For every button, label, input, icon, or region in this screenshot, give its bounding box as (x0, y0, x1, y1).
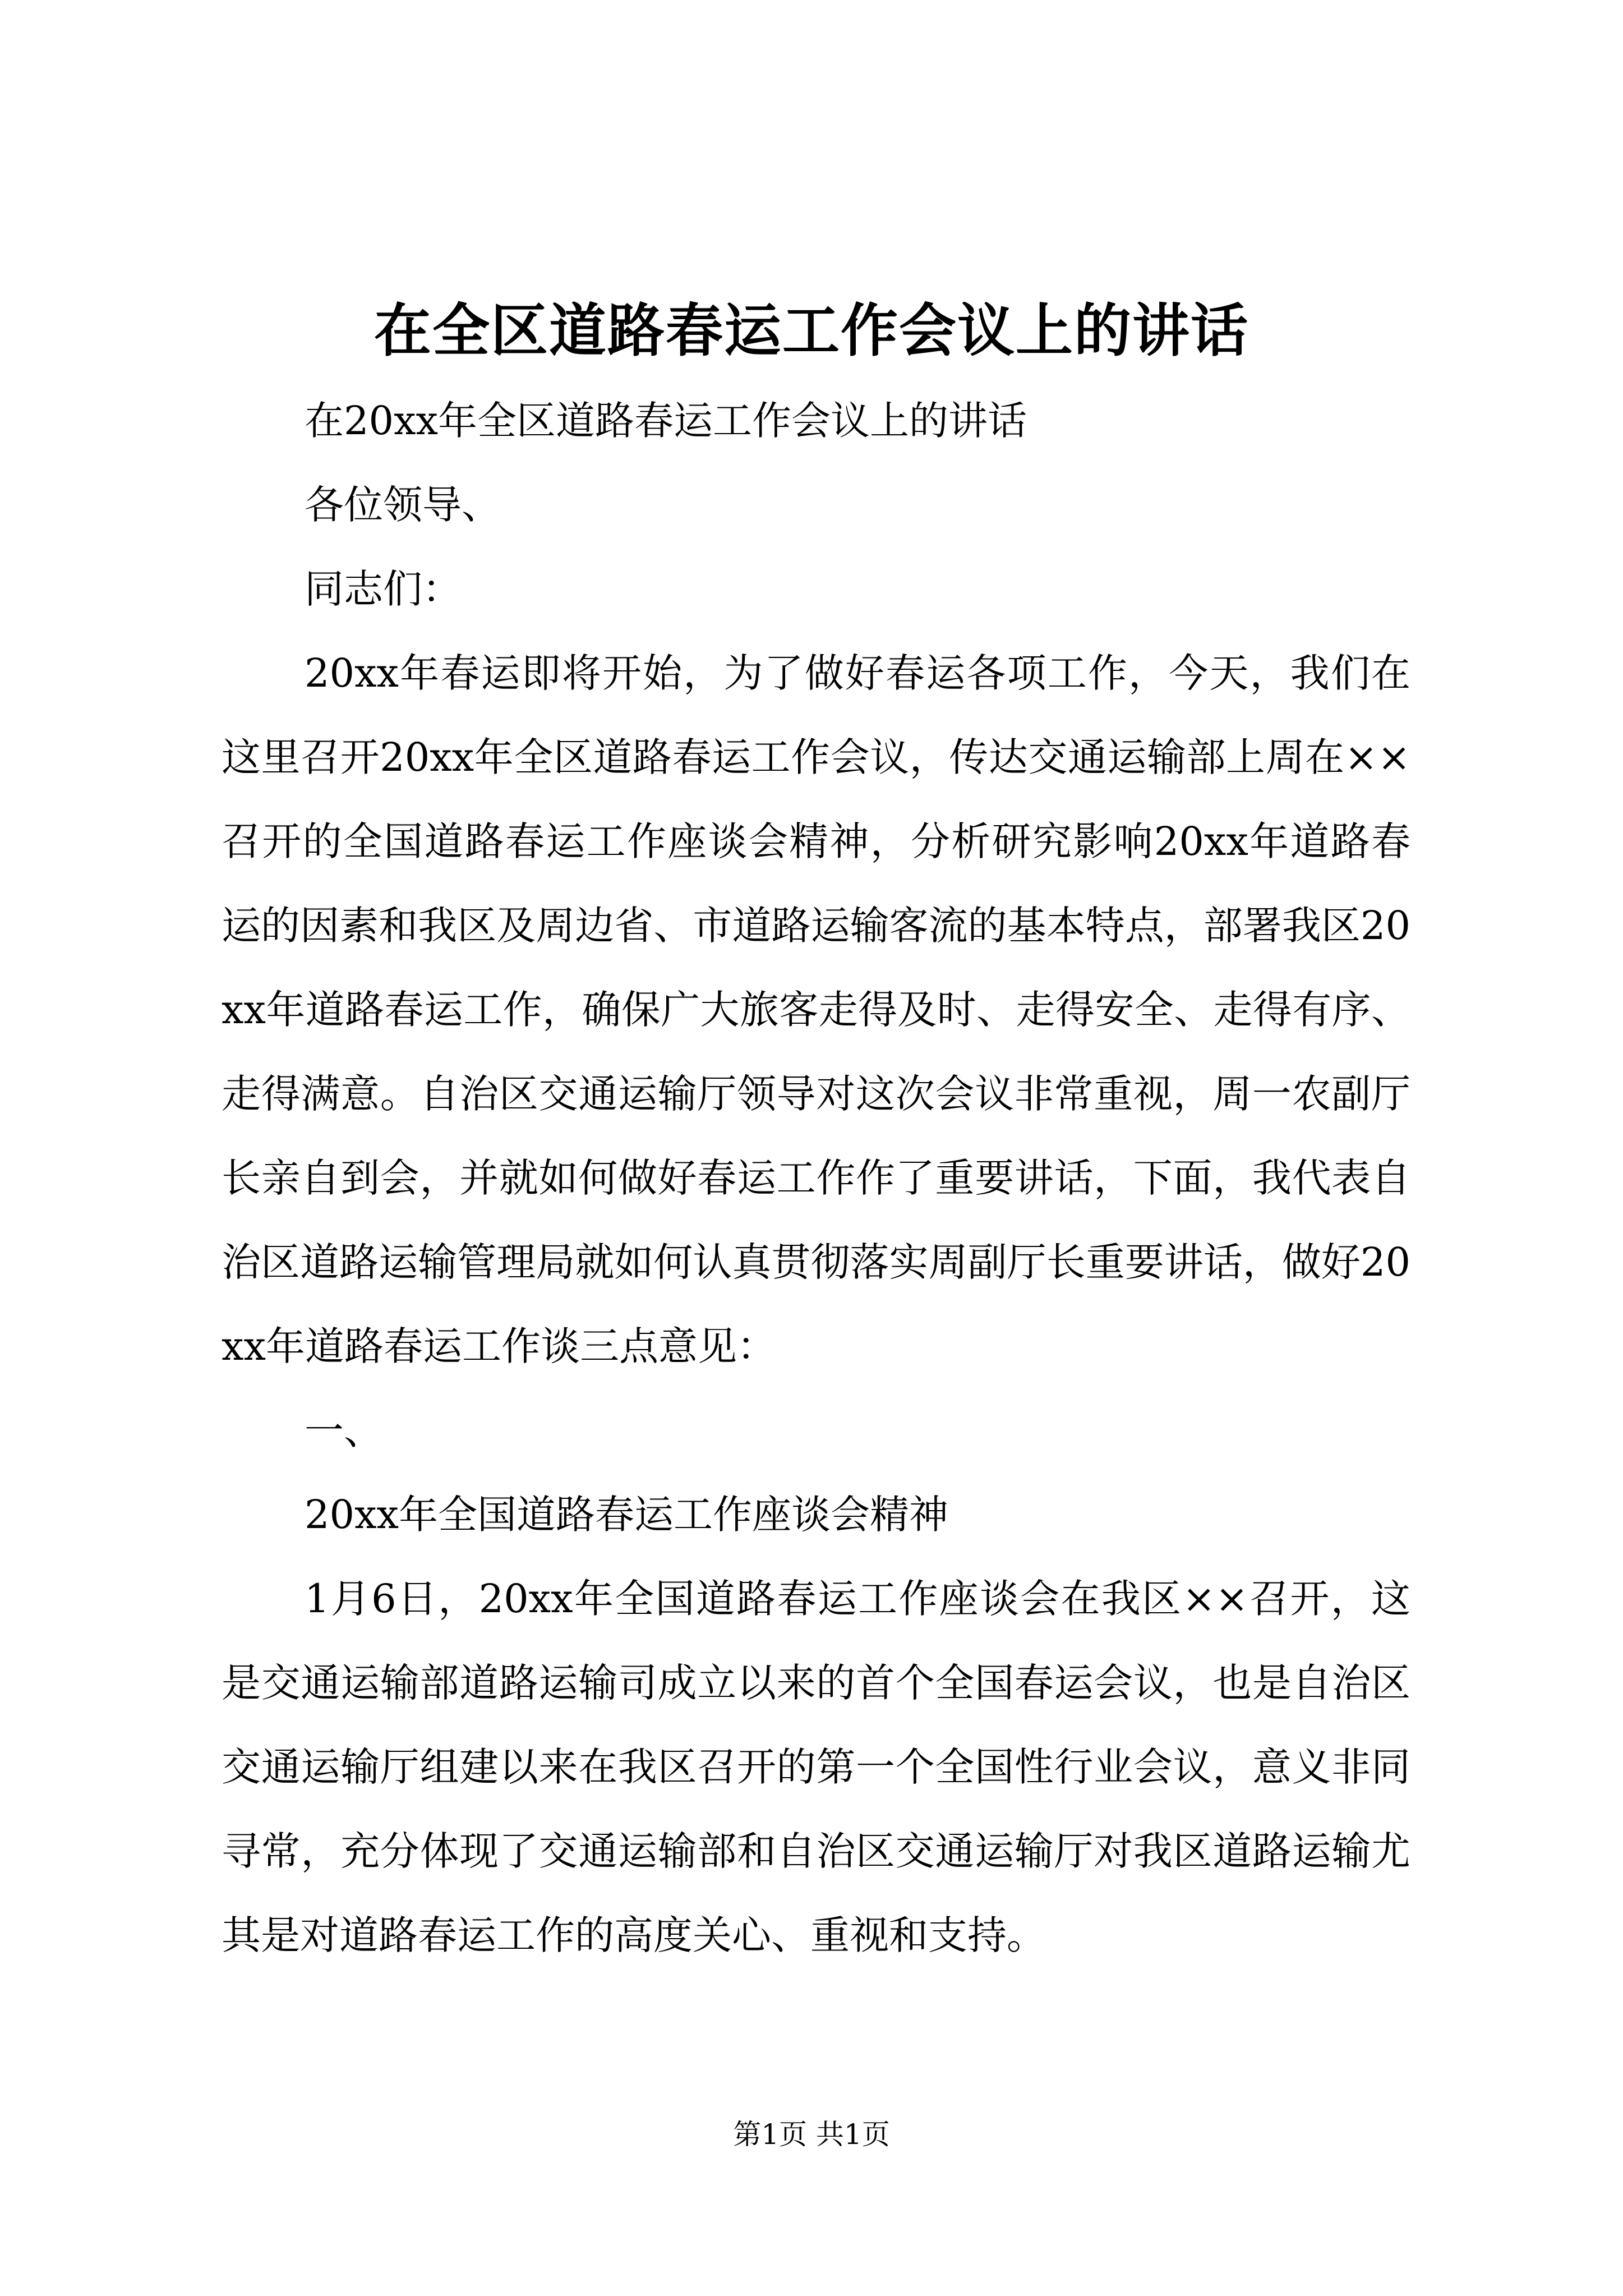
body-paragraph: 1月6日，20xx年全国道路春运工作座谈会在我区××召开，这是交通运输部道路运输司成立以来的首个全国春运会议，也是自治区交通运输厅组建以来在我区召开的第一个全国性行业会议，意义非同寻常，充分体现了交通运输部和自治区交通运输厅对我区道路运输尤其是对道路春运工作的高度关心、重视和支持。 (222, 1576, 1410, 1958)
salutation-paragraph: 同志们： (305, 566, 462, 612)
document-body (222, 379, 1410, 1977)
section-heading: 20xx年全国道路春运工作座谈会精神 (305, 1492, 949, 1538)
section-number: 一、 (305, 1407, 383, 1453)
page-footer: 第1页 共1页 (733, 2118, 890, 2151)
salutation-paragraph: 各位领导、 (305, 482, 501, 528)
intro-paragraph: 20xx年春运即将开始，为了做好春运各项工作，今天，我们在这里召开20xx年全区道路春运工作会议，传达交通运输部上周在××召开的全国道路春运工作座谈会精神，分析研究影响20xx年道路春运的因素和我区及周边省、市道路运输客流的基本特点，部署我区20xx年道路春运工作，确保广大旅客走得及时、走得安全、走得有序、走得满意。自治区交通运输厅领导对这次会议非常重视，周一农副厅长亲自到会，并就如何做好春运工作作了重要讲话，下面，我代表自治区道路运输管理局就如何认真贯彻落实周副厅长重要讲话，做好20xx年道路春运工作谈三点意见： (222, 650, 1410, 1369)
subtitle-paragraph: 在20xx年全区道路春运工作会议上的讲话 (305, 398, 1027, 444)
document-title: 在全区道路春运工作会议上的讲话 (374, 297, 1249, 365)
